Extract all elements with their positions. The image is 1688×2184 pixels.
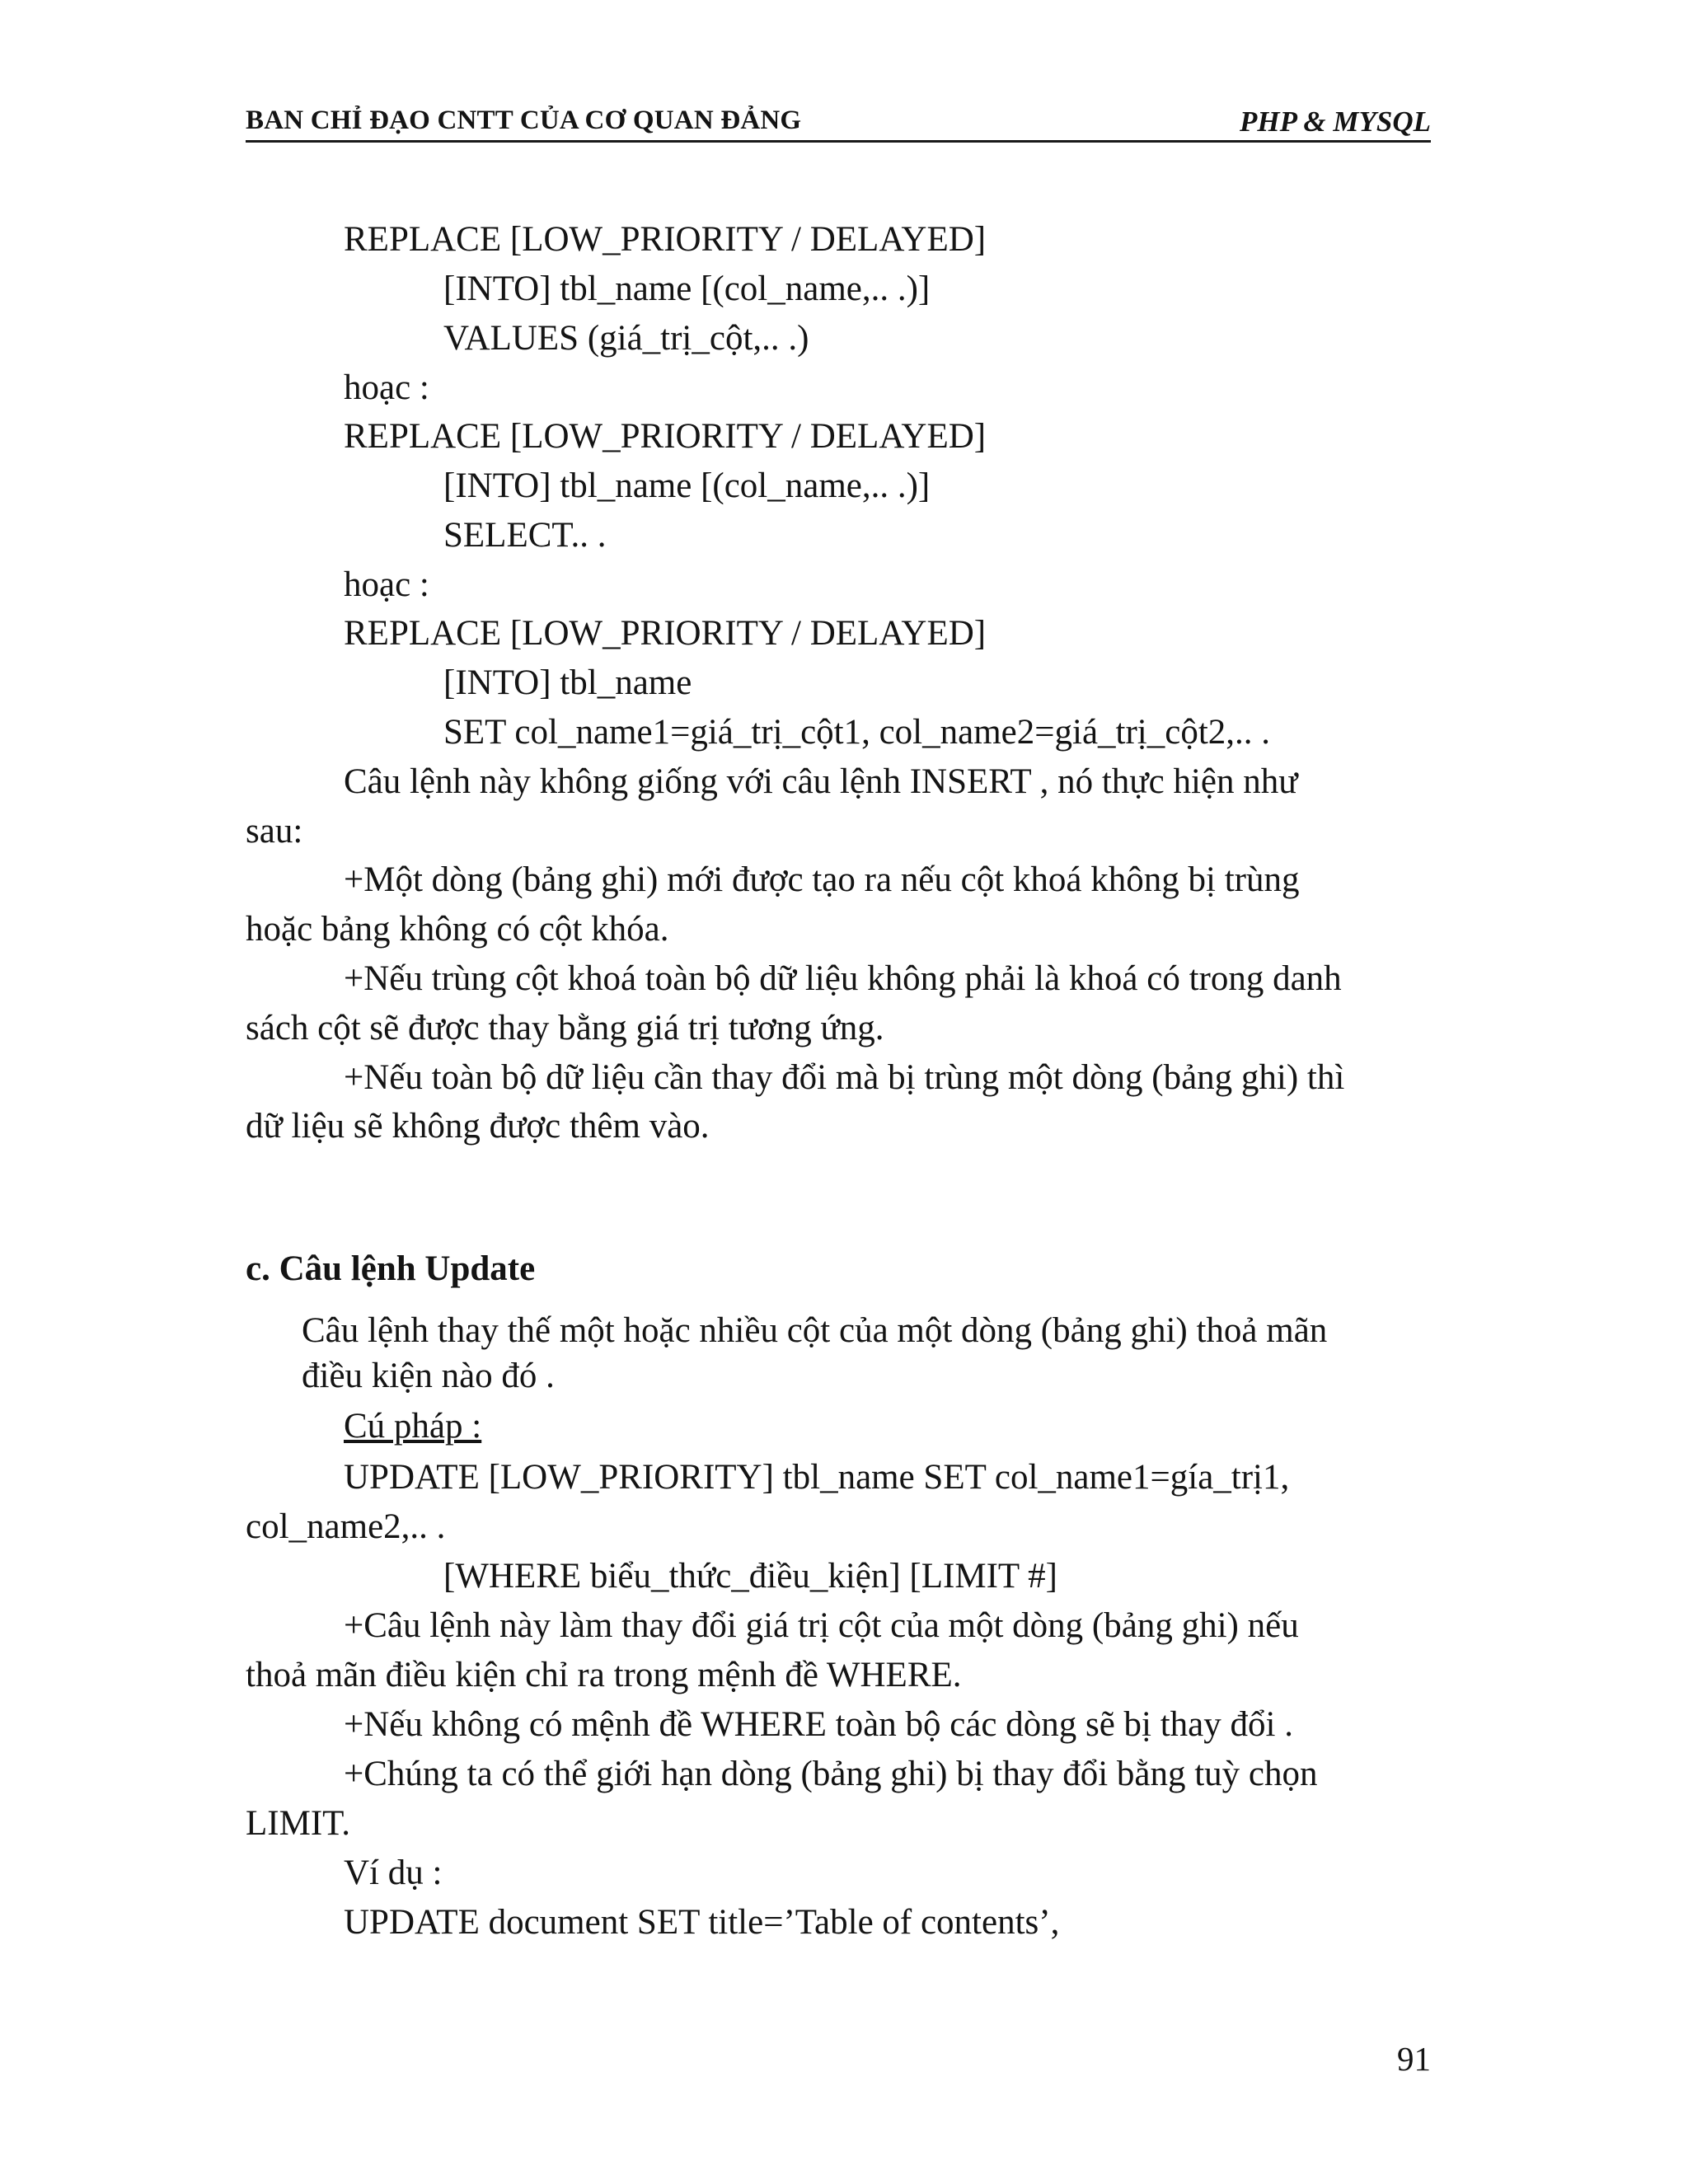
update-desc-line1: Câu lệnh thay thế một hoặc nhiều cột của một dòng (bảng ghi) thoả mãn — [302, 1311, 1328, 1350]
replace-form1-line3: VALUES (giá_trị_cột,.. .) — [443, 319, 809, 358]
header-doc-title: PHP & MYSQL — [1239, 105, 1431, 138]
update-syntax-line2: col_name2,.. . — [246, 1507, 446, 1546]
header-org-title: BAN CHỈ ĐẠO CNTT CỦA CƠ QUAN ĐẢNG — [246, 105, 802, 135]
replace-form2-line1: REPLACE [LOW_PRIORITY / DELAYED] — [344, 417, 987, 456]
update-note3-line1: +Chúng ta có thể giới hạn dòng (bảng ghi) bị thay đổi bằng tuỳ chọn — [344, 1755, 1318, 1793]
replace-form1-line1: REPLACE [LOW_PRIORITY / DELAYED] — [344, 220, 987, 259]
replace-or-2: hoạc : — [344, 565, 429, 604]
replace-bullet2-line1: +Nếu trùng cột khoá toàn bộ dữ liệu không phải là khoá có trong danh — [344, 959, 1342, 998]
replace-bullet1-line1: +Một dòng (bảng ghi) mới được tạo ra nếu cột khoá không bị trùng — [344, 860, 1300, 899]
replace-form3-line1: REPLACE [LOW_PRIORITY / DELAYED] — [344, 614, 987, 653]
page-number: 91 — [1397, 2040, 1431, 2078]
replace-form3-line3: SET col_name1=giá_trị_cột1, col_name2=giá_trị_cột2,.. . — [443, 713, 1271, 752]
section-heading-update: c. Câu lệnh Update — [246, 1249, 536, 1288]
replace-bullet1-line2: hoặc bảng không có cột khóa. — [246, 910, 669, 949]
update-syntax-line1: UPDATE [LOW_PRIORITY] tbl_name SET col_name1=gía_trị1, — [344, 1458, 1290, 1497]
replace-form2-line3: SELECT.. . — [443, 516, 607, 555]
example-label: Ví dụ : — [344, 1854, 443, 1892]
page-header — [246, 104, 1431, 143]
example-code: UPDATE document SET title=’Table of contents’, — [344, 1903, 1060, 1942]
update-syntax-line3: [WHERE biểu_thức_điều_kiện] [LIMIT #] — [443, 1557, 1057, 1596]
replace-form3-line2: [INTO] tbl_name — [443, 663, 692, 702]
syntax-label: Cú pháp : — [344, 1407, 482, 1446]
update-note3-line2: LIMIT. — [246, 1804, 350, 1843]
update-desc-line2: điều kiện nào đó . — [302, 1357, 555, 1395]
replace-intro-line1: Câu lệnh này không giống với câu lệnh INSERT , nó thực hiện như — [344, 762, 1298, 801]
replace-form2-line2: [INTO] tbl_name [(col_name,.. .)] — [443, 466, 931, 505]
replace-bullet3-line2: dữ liệu sẽ không được thêm vào. — [246, 1107, 710, 1146]
replace-form1-line2: [INTO] tbl_name [(col_name,.. .)] — [443, 269, 931, 308]
update-note1-line2: thoả mãn điều kiện chỉ ra trong mệnh đề WHERE. — [246, 1656, 962, 1694]
replace-bullet3-line1: +Nếu toàn bộ dữ liệu cần thay đổi mà bị trùng một dòng (bảng ghi) thì — [344, 1058, 1345, 1097]
update-note2: +Nếu không có mệnh đề WHERE toàn bộ các dòng sẽ bị thay đổi . — [344, 1705, 1293, 1744]
update-note1-line1: +Câu lệnh này làm thay đổi giá trị cột của một dòng (bảng ghi) nếu — [344, 1606, 1299, 1645]
replace-intro-line2: sau: — [246, 812, 303, 851]
replace-or-1: hoạc : — [344, 368, 429, 407]
replace-bullet2-line2: sách cột sẽ được thay bằng giá trị tương ứng. — [246, 1009, 884, 1047]
